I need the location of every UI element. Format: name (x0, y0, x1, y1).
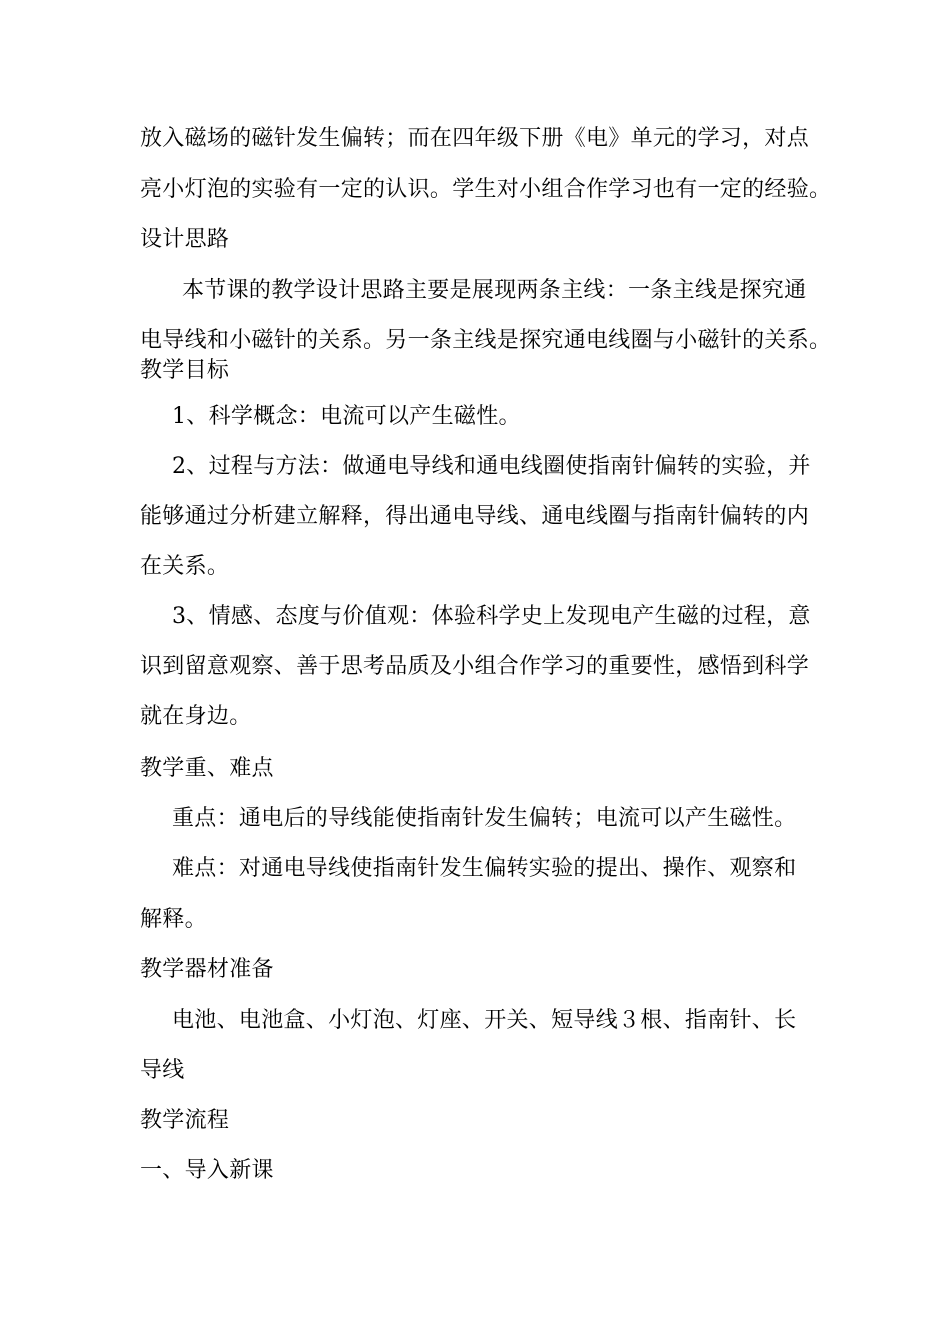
goal-3-line-1: 3、情感、态度与价值观：体验科学史上发现电产生磁的过程，意 (172, 604, 811, 629)
materials-line-2: 导线 (140, 1058, 185, 1083)
goal-2-line-1: 2、过程与方法：做通电导线和通电线圈使指南针偏转的实验，并 (172, 454, 811, 479)
keypoint-line: 重点：通电后的导线能使指南针发生偏转；电流可以产生磁性。 (172, 806, 797, 831)
heading-process: 教学流程 (140, 1108, 230, 1133)
heading-keypoints: 教学重、难点 (140, 756, 274, 781)
goal-2-line-3: 在关系。 (140, 554, 230, 579)
heading-materials: 教学器材准备 (140, 957, 274, 982)
subheading-intro: 一、导入新课 (140, 1158, 274, 1183)
difficulty-line-2: 解释。 (140, 907, 207, 932)
goal-3-line-3: 就在身边。 (140, 704, 252, 729)
intro-line-1: 放入磁场的磁针发生偏转；而在四年级下册《电》单元的学习，对点 (140, 126, 810, 151)
heading-goals: 教学目标 (140, 358, 230, 383)
design-line-1: 本节课的教学设计思路主要是展现两条主线：一条主线是探究通 (182, 278, 807, 303)
heading-design: 设计思路 (140, 227, 230, 252)
goal-3-line-2: 识到留意观察、善于思考品质及小组合作学习的重要性，感悟到科学 (140, 654, 810, 679)
materials-line-1: 电池、电池盒、小灯泡、灯座、开关、短导线３根、指南针、长 (172, 1008, 797, 1033)
goal-2-line-2: 能够通过分析建立解释，得出通电导线、通电线圈与指南针偏转的内 (140, 504, 810, 529)
design-line-2: 电导线和小磁针的关系。另一条主线是探究通电线圈与小磁针的关系。 (140, 328, 832, 353)
difficulty-line-1: 难点：对通电导线使指南针发生偏转实验的提出、操作、观察和 (172, 856, 797, 881)
intro-line-2: 亮小灯泡的实验有一定的认识。学生对小组合作学习也有一定的经验。 (140, 177, 832, 202)
goal-1-line-1: 1、科学概念：电流可以产生磁性。 (172, 404, 521, 429)
